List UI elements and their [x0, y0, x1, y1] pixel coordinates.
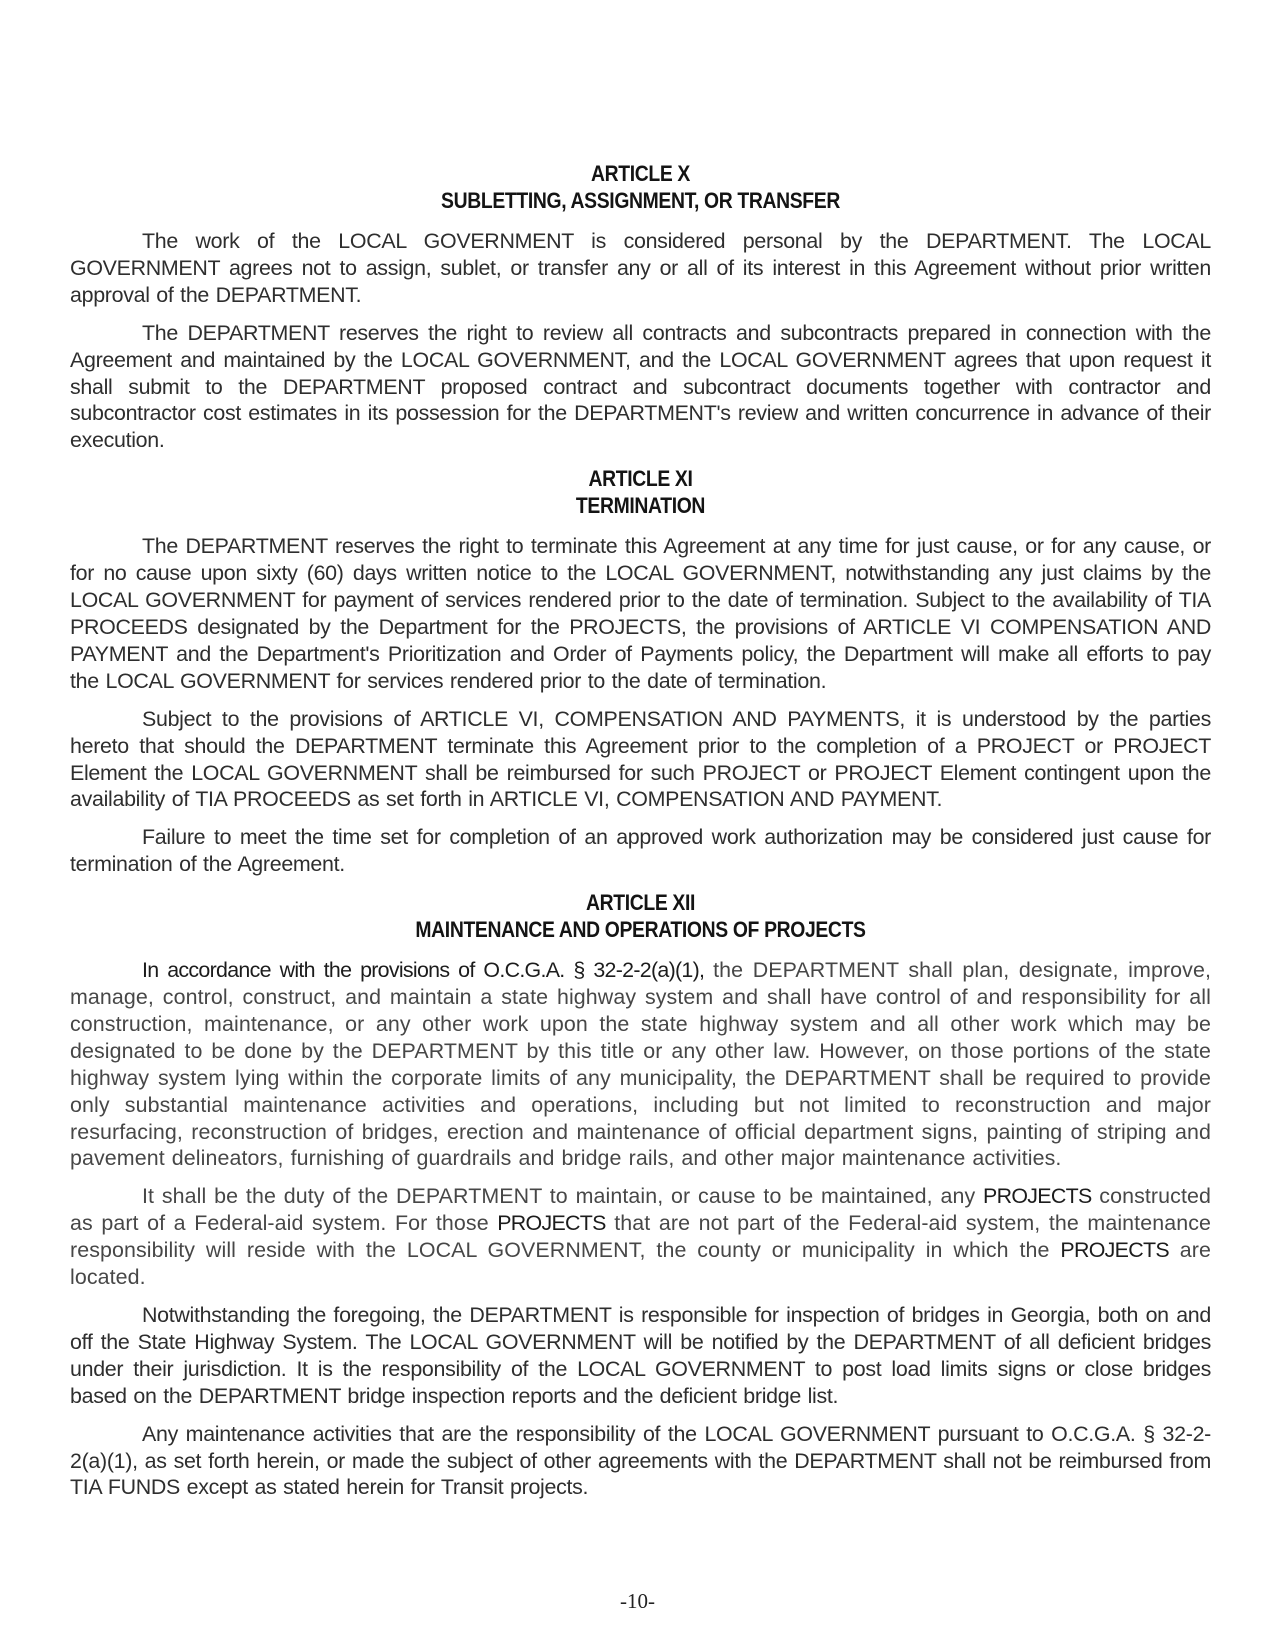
- paragraph-text-run: that are not part of the Federal-aid system, the maintenance responsibility will reside with the LOCAL GOVERNMENT, the county or municipality in which the: [70, 1211, 1212, 1263]
- article-xii-paragraph-4: Any maintenance activities that are the responsibility of the LOCAL GOVERNMENT pursuant to O.C.G.A. § 32-2-2(a)(1), as set forth herein, or made the subject of other agreements with the DEPARTMENT shall not be reimbursed from TIA FUNDS except as stated herein for Transit projects.: [70, 1421, 1211, 1500]
- article-x-subtitle: SUBLETTING, ASSIGNMENT, OR TRANSFER: [441, 188, 840, 213]
- article-x-paragraph-1: The work of the LOCAL GOVERNMENT is considered personal by the DEPARTMENT. The LOCAL GOVERNMENT agrees not to assign, sublet, or transfer any or all of its interest in this Agreement without prior written approval of the DEPARTMENT.: [70, 229, 1211, 307]
- article-xii-heading: [138, 889, 1142, 943]
- paragraph-text-run: the DEPARTMENT shall plan, designate, improve, manage, control, construct, and maintain a state highway system and shall have control of and responsibility for all construction, maintenance, or any other work upon the state highway system and all other work which may be designated to be done by the DEPARTMENT by this title or any other law. However, on those portions of the state highway system lying within the corporate limits of any municipality, the DEPARTMENT shall be required to provide only substantial maintenance activities and operations, including but not limited to reconstruction and major resurfacing, reconstruction of bridges, erection and maintenance of official department signs, painting of striping and pavement delineators, furnishing of guardrails and bridge rails, and other major maintenance activities.: [70, 958, 1211, 1171]
- article-xii-paragraph-1: [70, 957, 1211, 1172]
- article-xii-subtitle: MAINTENANCE AND OPERATIONS OF PROJECTS: [415, 917, 866, 943]
- article-xii-section: [70, 889, 1211, 1501]
- paragraph-text-run: It shall be the duty of the DEPARTMENT to maintain, or cause to be maintained, any: [142, 1184, 984, 1209]
- article-x-section: [70, 160, 1211, 454]
- article-x-paragraph-2: The DEPARTMENT reserves the right to review all contracts and subcontracts prepared in connection with the Agreement and maintained by the LOCAL GOVERNMENT, and the LOCAL GOVERNMENT agrees that upon request it shall submit to the DEPARTMENT proposed contract and subcontract documents together with contractor and subcontractor cost estimates in its possession for the DEPARTMENT's review and written concurrence in advance of their execution.: [70, 320, 1211, 453]
- paragraph-text-run: are located.: [70, 1238, 1211, 1290]
- paragraph-text-run: constructed as part of a Federal-aid system. For those: [70, 1184, 1211, 1236]
- projects-term-run: PROJECTS: [497, 1211, 606, 1236]
- article-xi-paragraph-1: The DEPARTMENT reserves the right to terminate this Agreement at any time for just cause, or for any cause, or for no cause upon sixty (60) days written notice to the LOCAL GOVERNMENT, notwithstanding any just claims by the LOCAL GOVERNMENT for payment of services rendered prior to the date of termination. Subject to the availability of TIA PROCEEDS designated by the Department for the PROJECTS, the provisions of ARTICLE VI COMPENSATION AND PAYMENT and the Department's Prioritization and Order of Payments policy, the Department will make all efforts to pay the LOCAL GOVERNMENT for services rendered prior to the date of termination.: [70, 534, 1211, 693]
- article-x-heading: [138, 160, 1142, 214]
- article-xii-title: ARTICLE XII: [585, 890, 696, 916]
- article-xi-paragraph-3: Failure to meet the time set for completion of an approved work authorization may be considered just cause for termination of the Agreement.: [70, 825, 1211, 877]
- article-x-title: ARTICLE X: [590, 161, 690, 186]
- article-xi-subtitle: TERMINATION: [575, 493, 706, 519]
- article-xi-section: [70, 465, 1211, 878]
- projects-term-run: PROJECTS: [983, 1184, 1092, 1209]
- projects-term-run: PROJECTS: [1060, 1238, 1169, 1263]
- ocga-citation-run: In accordance with the provisions of O.C.G.A. § 32-2-2(a)(1),: [142, 958, 714, 983]
- article-xi-title: ARTICLE XI: [588, 466, 693, 492]
- page-number: -10-: [620, 1589, 655, 1613]
- article-xii-paragraph-2: [70, 1183, 1211, 1291]
- article-xi-heading: [138, 465, 1142, 519]
- article-xi-paragraph-2: Subject to the provisions of ARTICLE VI, COMPENSATION AND PAYMENTS, it is understood by the parties hereto that should the DEPARTMENT terminate this Agreement prior to the completion of a PROJECT or PROJECT Element the LOCAL GOVERNMENT shall be reimbursed for such PROJECT or PROJECT Element contingent upon the availability of TIA PROCEEDS as set forth in ARTICLE VI, COMPENSATION AND PAYMENT.: [70, 706, 1211, 812]
- article-xii-paragraph-3: Notwithstanding the foregoing, the DEPARTMENT is responsible for inspection of bridges in Georgia, both on and off the State Highway System. The LOCAL GOVERNMENT will be notified by the DEPARTMENT of all deficient bridges under their jurisdiction. It is the responsibility of the LOCAL GOVERNMENT to post load limits signs or close bridges based on the DEPARTMENT bridge inspection reports and the deficient bridge list.: [70, 1303, 1211, 1408]
